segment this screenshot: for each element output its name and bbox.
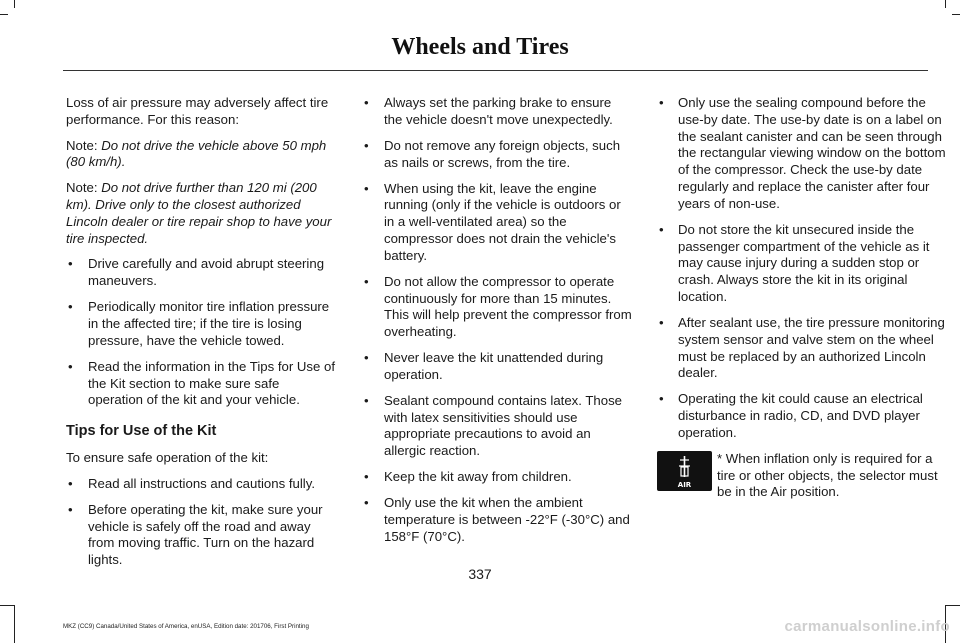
bullet-icon: • [68, 299, 73, 315]
bullet-icon: • [364, 495, 369, 511]
note-distance [66, 180, 336, 247]
bullet-icon: • [364, 95, 369, 110]
list-item-text: Periodically monitor tire inflation pressure in the affected tire; if the tire is losing pressure, have the vehicle towed. [88, 299, 330, 348]
list-item [362, 469, 632, 486]
watermark: carmanualsonline.info [784, 618, 950, 635]
note-label: Note: [66, 180, 98, 196]
list-item-text: Never leave the kit unattended during operation. [384, 350, 604, 382]
bullet-icon: • [364, 469, 369, 485]
column-1 [66, 95, 336, 578]
list-item-text: Do not remove any foreign objects, such as nails or screws, from the tire. [384, 137, 621, 170]
list-item-text: Drive carefully and avoid abrupt steering maneuvers. [88, 256, 325, 289]
list-item-text: Read the information in the Tips for Use of the Kit section to make sure safe operation of the kit and your vehicle. [88, 358, 336, 408]
list-item-text: Operating the kit could cause an electrical disturbance in radio, CD, and DVD player operation. [678, 391, 923, 440]
list-item-text: Always set the parking brake to ensure the vehicle doesn't move unexpectedly. [384, 95, 613, 127]
list-item-text: When using the kit, leave the engine running (only if the vehicle is outdoors or in a well-ventilated area) so the compressor does not drain the vehicle's battery. [384, 180, 621, 263]
list-item [66, 502, 336, 569]
list-item [657, 222, 953, 306]
list-item-text: After sealant use, the tire pressure monitoring system sensor and valve stem on the wheel must be replaced by an authorized Lincoln dealer. [678, 314, 945, 381]
list-item [66, 476, 336, 493]
list-item-text: Read all instructions and cautions fully. [88, 475, 315, 491]
list-item-text: Do not store the kit unsecured inside the passenger compartment of the vehicle as it may cause injury during a sudden stop or crash. Always store the kit in its original location. [678, 221, 930, 304]
header-divider [63, 70, 928, 71]
list-item [362, 181, 632, 265]
crop-mark-top-left-v [14, 0, 15, 8]
bullet-icon: • [364, 273, 369, 289]
list-item [362, 274, 632, 341]
air-selector-dial-icon-graphic [657, 451, 712, 491]
bullet-icon: • [659, 391, 664, 407]
list-item [362, 95, 632, 129]
note-speed [66, 138, 336, 172]
driving-bullet-list [66, 256, 336, 409]
note-label: Note: [66, 137, 98, 153]
page-number: 337 [468, 566, 492, 582]
list-item-text: Before operating the kit, make sure your vehicle is safely off the road and away from moving traffic. Turn on the hazard lights. [88, 501, 323, 568]
list-item-text: Only use the kit when the ambient temperature is between -22°F (-30°C) and 158°F (70°C). [384, 495, 630, 544]
note-text: Do not drive the vehicle above 50 mph (80 km/h). [66, 137, 327, 170]
bullet-icon: • [659, 221, 664, 237]
list-item [657, 95, 953, 213]
list-item [362, 138, 632, 172]
column-2 [362, 95, 632, 555]
air-selector-dial-icon [657, 451, 712, 491]
list-item-text: Keep the kit away from children. [384, 469, 572, 485]
list-item-text: Only use the sealing compound before the use-by date. The use-by date is on a label on the sealant canister and can be seen through the rectangular viewing window on the bottom of the compressor. Check the use-by date regularly and replace the canister after four years of non-use. [678, 95, 946, 211]
list-item [657, 391, 953, 441]
list-item [362, 495, 632, 545]
crop-mark-bottom-right-h [945, 605, 960, 606]
bullet-icon: • [364, 180, 369, 196]
list-item-text: Do not allow the compressor to operate continuously for more than 15 minutes. This will help prevent the compressor from overheating. [384, 273, 632, 340]
list-item [362, 350, 632, 384]
bullet-icon: • [68, 475, 73, 491]
bullet-icon: • [364, 137, 369, 153]
list-item-text: Sealant compound contains latex. Those with latex sensitivities should use appropriate precautions to avoid an allergic reaction. [384, 392, 623, 459]
bullet-icon: • [68, 256, 73, 272]
list-item [66, 256, 336, 290]
edition-footer: MKZ (CC9) Canada/United States of America, enUSA, Edition date: 201706, First Printing [63, 623, 309, 630]
crop-mark-bottom-left [14, 605, 15, 643]
list-item [66, 299, 336, 349]
bullet-icon: • [364, 392, 369, 408]
column-3 [657, 95, 953, 501]
kit-bullet-list-final [657, 95, 953, 442]
section-heading: Tips for Use of the Kit [66, 423, 217, 440]
list-item [657, 315, 953, 382]
crop-mark-bottom-left-h [0, 605, 14, 606]
note-text: Do not drive further than 120 mi (200 km). Drive only to the closest authorized Lincoln dealer or tire repair shop to have your tire inspected. [66, 180, 332, 246]
bullet-icon: • [659, 314, 664, 330]
kit-bullet-list [66, 476, 336, 569]
crop-mark-top-left [0, 14, 8, 15]
intro-paragraph: Loss of air pressure may adversely affect tire performance. For this reason: [66, 95, 329, 127]
bullet-icon: • [68, 358, 73, 374]
bullet-icon: • [364, 350, 369, 366]
crop-mark-top-right-v [945, 0, 946, 8]
kit-bullet-list-continued [362, 95, 632, 546]
air-label: AIR [677, 480, 692, 489]
list-item [66, 359, 336, 409]
section-intro: To ensure safe operation of the kit: [66, 449, 269, 465]
crop-mark-top-right [952, 14, 960, 15]
page-title: Wheels and Tires [391, 34, 569, 60]
list-item [362, 393, 632, 460]
bullet-icon: • [68, 501, 73, 517]
tip-text: * When inflation only is required for a tire or other objects, the selector must be in the Air position. [717, 450, 938, 500]
air-selector-tip [657, 451, 953, 501]
bullet-icon: • [659, 95, 664, 110]
